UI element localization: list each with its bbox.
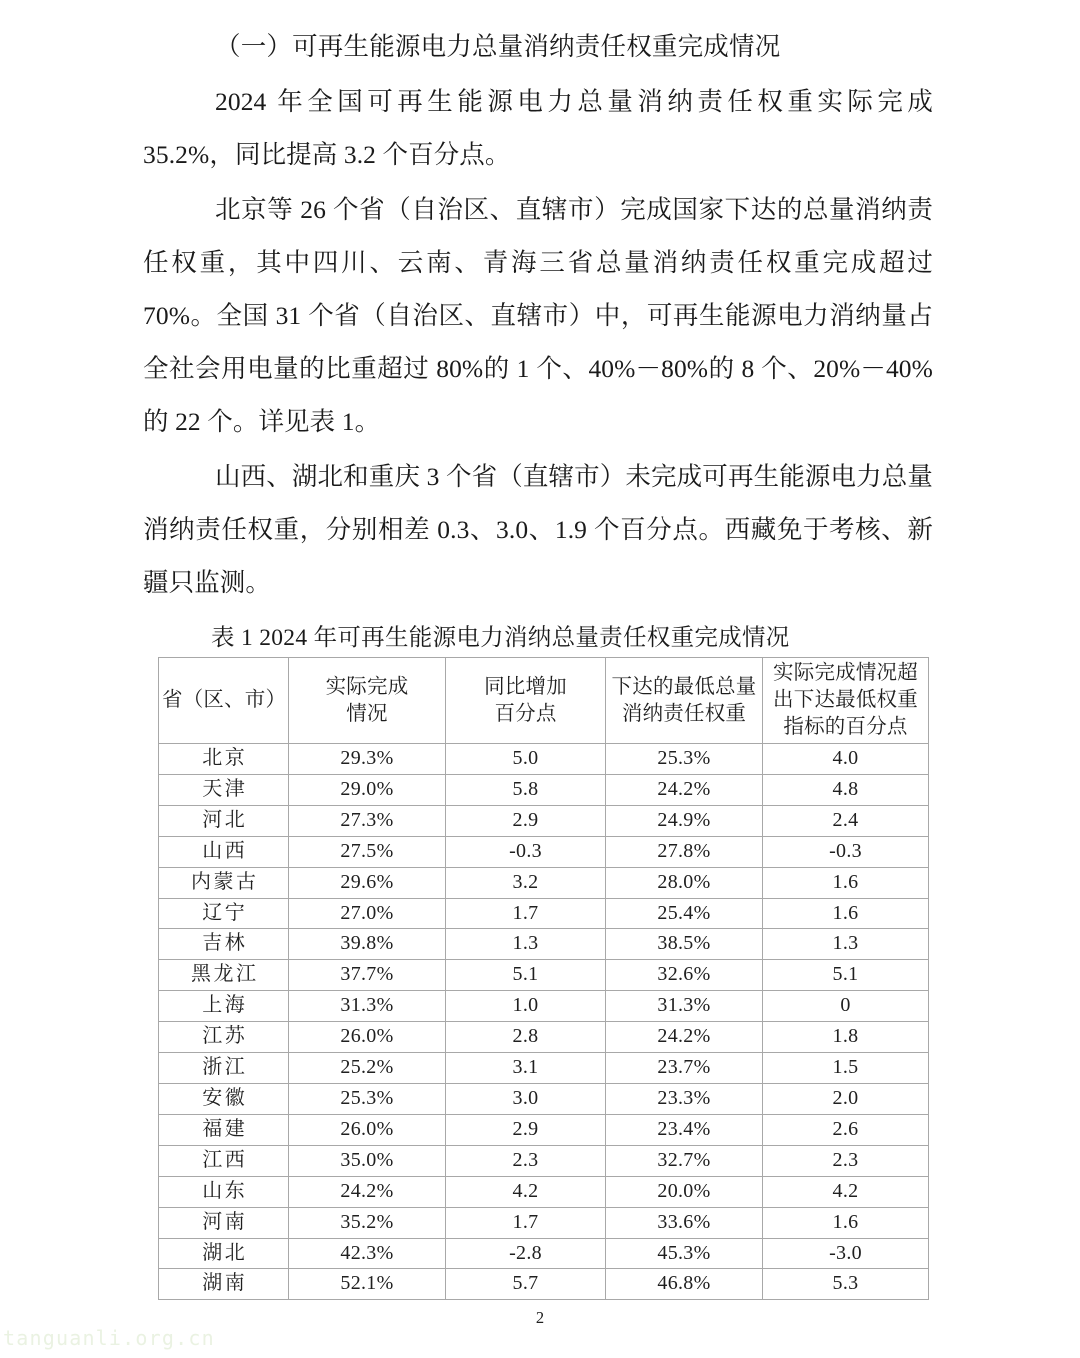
cell-yoy: 2.8 (446, 1022, 606, 1053)
cell-actual: 25.3% (289, 1083, 446, 1114)
cell-yoy: 3.0 (446, 1083, 606, 1114)
col-header-excess (763, 658, 929, 744)
table-caption: 表 1 2024 年可再生能源电力消纳总量责任权重完成情况 (211, 625, 790, 651)
cell-excess: 5.1 (763, 960, 929, 991)
cell-excess: 5.3 (763, 1269, 929, 1300)
cell-minimum: 24.2% (606, 1022, 763, 1053)
table-header-row (159, 658, 929, 744)
cell-province: 吉林 (159, 929, 289, 960)
col-header-actual (289, 658, 446, 744)
table-row (159, 744, 929, 775)
col-header-actual-line-1: 实际完成 (325, 675, 409, 698)
consumption-weight-table (158, 657, 929, 1300)
cell-yoy: 1.0 (446, 991, 606, 1022)
cell-yoy: 3.1 (446, 1053, 606, 1084)
cell-excess: 0 (763, 991, 929, 1022)
page-number: 2 (535, 1308, 545, 1327)
cell-excess: 1.8 (763, 1022, 929, 1053)
col-header-actual-line-2: 情况 (346, 702, 388, 725)
cell-province: 浙江 (159, 1053, 289, 1084)
cell-yoy: 1.3 (446, 929, 606, 960)
cell-minimum: 24.9% (606, 805, 763, 836)
cell-yoy: 3.2 (446, 867, 606, 898)
cell-province: 天津 (159, 774, 289, 805)
cell-yoy: 2.3 (446, 1145, 606, 1176)
cell-excess: 1.6 (763, 1207, 929, 1238)
cell-actual: 27.3% (289, 805, 446, 836)
cell-province: 福建 (159, 1114, 289, 1145)
table-row (159, 1176, 929, 1207)
cell-actual: 31.3% (289, 991, 446, 1022)
cell-minimum: 27.8% (606, 836, 763, 867)
cell-minimum: 23.4% (606, 1114, 763, 1145)
cell-actual: 29.6% (289, 867, 446, 898)
cell-province: 江西 (159, 1145, 289, 1176)
cell-actual: 27.0% (289, 898, 446, 929)
cell-minimum: 45.3% (606, 1238, 763, 1269)
cell-actual: 29.0% (289, 774, 446, 805)
cell-yoy: 2.9 (446, 1114, 606, 1145)
cell-actual: 24.2% (289, 1176, 446, 1207)
paragraph-3: 山西、湖北和重庆 3 个省（直辖市）未完成可再生能源电力总量消纳责任权重，分别相差 0.3、3.0、1.9 个百分点。西藏免于考核、新疆只监测。 (143, 462, 933, 597)
cell-yoy: 4.2 (446, 1176, 606, 1207)
cell-minimum: 31.3% (606, 991, 763, 1022)
cell-minimum: 33.6% (606, 1207, 763, 1238)
cell-province: 北京 (159, 744, 289, 775)
cell-excess: 2.0 (763, 1083, 929, 1114)
paragraph-1: 2024 年全国可再生能源电力总量消纳责任权重实际完成 35.2%，同比提高 3.2 个百分点。 (143, 87, 933, 169)
table-row (159, 898, 929, 929)
cell-excess: 2.6 (763, 1114, 929, 1145)
cell-province: 山东 (159, 1176, 289, 1207)
cell-actual: 27.5% (289, 836, 446, 867)
col-header-yoy-line-2: 百分点 (494, 702, 557, 725)
col-header-minimum (606, 658, 763, 744)
cell-yoy: 1.7 (446, 1207, 606, 1238)
cell-minimum: 46.8% (606, 1269, 763, 1300)
cell-yoy: -0.3 (446, 836, 606, 867)
cell-yoy: 5.1 (446, 960, 606, 991)
cell-yoy: 1.7 (446, 898, 606, 929)
cell-province: 上海 (159, 991, 289, 1022)
cell-yoy: 2.9 (446, 805, 606, 836)
col-header-excess-line-1: 实际完成情况超 (773, 662, 918, 684)
cell-minimum: 20.0% (606, 1176, 763, 1207)
cell-minimum: 32.7% (606, 1145, 763, 1176)
cell-actual: 26.0% (289, 1114, 446, 1145)
cell-excess: 2.3 (763, 1145, 929, 1176)
cell-province: 江苏 (159, 1022, 289, 1053)
cell-province: 湖北 (159, 1238, 289, 1269)
table-row (159, 867, 929, 898)
cell-yoy: 5.8 (446, 774, 606, 805)
cell-excess: 1.3 (763, 929, 929, 960)
table-row (159, 1269, 929, 1300)
table-row (159, 836, 929, 867)
col-header-yoy (446, 658, 606, 744)
cell-excess: 2.4 (763, 805, 929, 836)
col-header-yoy-line-1: 同比增加 (484, 675, 567, 698)
cell-yoy: 5.7 (446, 1269, 606, 1300)
cell-minimum: 28.0% (606, 867, 763, 898)
col-header-minimum-line-2: 消纳责任权重 (621, 702, 747, 725)
cell-excess: 4.8 (763, 774, 929, 805)
cell-province: 山西 (159, 836, 289, 867)
cell-actual: 35.2% (289, 1207, 446, 1238)
table-row (159, 929, 929, 960)
table-row (159, 1053, 929, 1084)
cell-actual: 39.8% (289, 929, 446, 960)
cell-actual: 29.3% (289, 744, 446, 775)
table-row (159, 1083, 929, 1114)
col-header-province-line-1: 省（区、市） (162, 689, 287, 711)
table-row (159, 1114, 929, 1145)
cell-yoy: -2.8 (446, 1238, 606, 1269)
table-header (159, 658, 929, 744)
cell-minimum: 38.5% (606, 929, 763, 960)
cell-province: 河北 (159, 805, 289, 836)
cell-actual: 42.3% (289, 1238, 446, 1269)
table-row (159, 805, 929, 836)
table-row (159, 1145, 929, 1176)
cell-excess: 1.6 (763, 867, 929, 898)
cell-province: 安徽 (159, 1083, 289, 1114)
cell-yoy: 5.0 (446, 744, 606, 775)
cell-excess: 1.5 (763, 1053, 929, 1084)
table-body (159, 744, 929, 1300)
cell-minimum: 24.2% (606, 774, 763, 805)
col-header-minimum-line-1: 下达的最低总量 (611, 675, 757, 698)
cell-minimum: 25.4% (606, 898, 763, 929)
cell-minimum: 23.7% (606, 1053, 763, 1084)
table-row (159, 1207, 929, 1238)
cell-minimum: 25.3% (606, 744, 763, 775)
cell-actual: 35.0% (289, 1145, 446, 1176)
table-row (159, 1238, 929, 1269)
watermark: tanguanli.org.cn (3, 1326, 215, 1350)
cell-excess: -3.0 (763, 1238, 929, 1269)
table-row (159, 960, 929, 991)
table-row (159, 774, 929, 805)
cell-actual: 26.0% (289, 1022, 446, 1053)
table-container (158, 657, 928, 1300)
col-header-excess-line-3: 指标的百分点 (783, 716, 908, 738)
table-row (159, 1022, 929, 1053)
cell-excess: 4.2 (763, 1176, 929, 1207)
col-header-province (159, 658, 289, 744)
cell-province: 辽宁 (159, 898, 289, 929)
cell-excess: 1.6 (763, 898, 929, 929)
cell-province: 河南 (159, 1207, 289, 1238)
cell-province: 内蒙古 (159, 867, 289, 898)
cell-actual: 52.1% (289, 1269, 446, 1300)
cell-excess: -0.3 (763, 836, 929, 867)
cell-minimum: 23.3% (606, 1083, 763, 1114)
paragraph-2: 北京等 26 个省（自治区、直辖市）完成国家下达的总量消纳责任权重，其中四川、云南、青海三省总量消纳责任权重完成超过 70%。全国 31 个省（自治区、直辖市）中，可再生能源电力消纳量占全社会用电量的比重超过 80%的 1 个、40%－80%的 8 个、20%－40%的 22 个。详见表 1。 (143, 195, 933, 436)
cell-province: 黑龙江 (159, 960, 289, 991)
cell-excess: 4.0 (763, 744, 929, 775)
cell-province: 湖南 (159, 1269, 289, 1300)
document-body (143, 24, 933, 664)
table-row (159, 991, 929, 1022)
cell-actual: 25.2% (289, 1053, 446, 1084)
cell-minimum: 32.6% (606, 960, 763, 991)
section-heading: （一）可再生能源电力总量消纳责任权重完成情况 (215, 32, 781, 61)
cell-actual: 37.7% (289, 960, 446, 991)
col-header-excess-line-2: 出下达最低权重 (773, 689, 918, 711)
